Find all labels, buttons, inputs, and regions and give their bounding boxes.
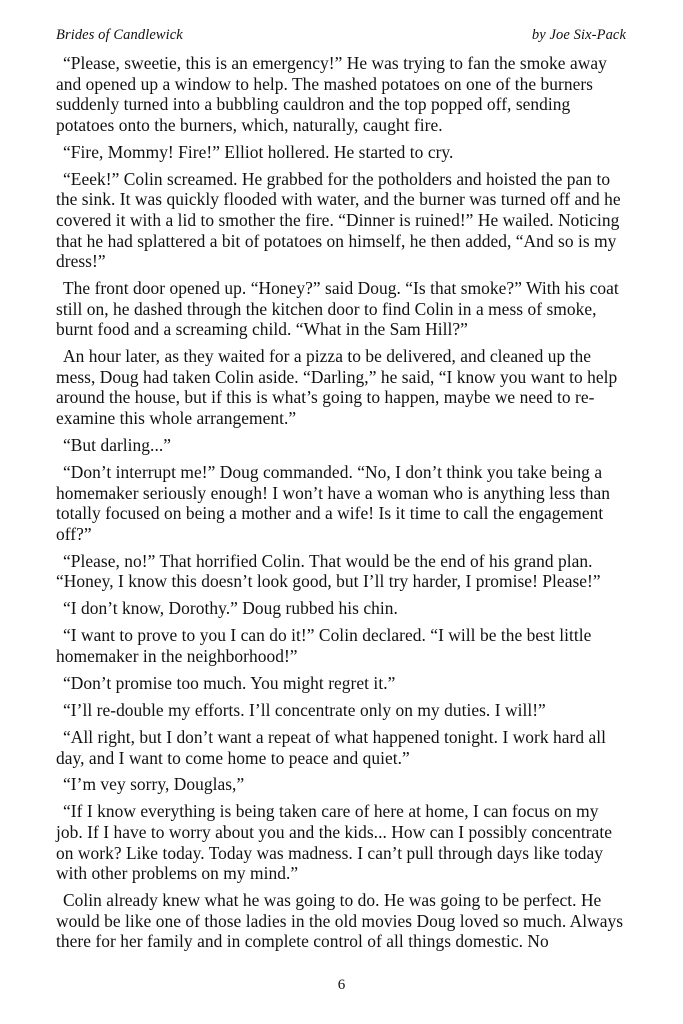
paragraph: An hour later, as they waited for a pizza to be delivered, and cleaned up the mess, Doug had taken Colin aside. “Darling,” he said, “I know you want to help around the house, but if this is what’s going to happen, maybe we need to re-examine this whole arrangement.” [56,346,618,429]
body-text [56,53,628,958]
author-name: by Joe Six-Pack [531,27,626,43]
running-header [56,27,626,47]
paragraph: “Eeek!” Colin screamed. He grabbed for the potholders and hoisted the pan to the sink. It was quickly flooded with water, and the burner was turned off and he covered it with a lid to smother the fire. “Dinner is ruined!” He wailed. Noticing that he had splattered a bit of potatoes on himself, he then added, “And so is my dress!” [56,168,621,272]
paragraph: “But darling...” [63,435,172,456]
paragraph: The front door opened up. “Honey?” said Doug. “Is that smoke?” With his coat still on, he dashed through the kitchen door to find Colin in a mess of smoke, burnt food and a screaming child. “What in the Sam Hill?” [56,278,619,340]
paragraph: Colin already knew what he was going to do. He was going to be perfect. He would be like one of those ladies in the old movies Doug loved so much. Always there for her family and in complete control of all things domestic. No [56,890,624,952]
paragraph: “Don’t promise too much. You might regret it.” [63,672,396,693]
paragraph: “Please, sweetie, this is an emergency!” He was trying to fan the smoke away and opened up a window to help. The mashed potatoes on one of the burners suddenly turned into a bubbling cauldron and the top popped off, sending potatoes onto the burners, which, naturally, caught fire. [56,53,607,135]
book-title: Brides of Candlewick [56,27,183,43]
paragraph: “I’ll re-double my efforts. I’ll concentrate only on my duties. I will!” [63,699,546,720]
paragraph: “I don’t know, Dorothy.” Doug rubbed his chin. [63,598,398,619]
page-number: 6 [337,977,346,993]
paragraph: “Fire, Mommy! Fire!” Elliot hollered. He started to cry. [63,141,454,162]
paragraph: “Please, no!” That horrified Colin. That would be the end of his grand plan. “Honey, I know this doesn’t look good, but I’ll try harder, I promise! Please!” [56,550,601,592]
paragraph: “I’m vey sorry, Douglas,” [63,774,245,795]
paragraph: “Don’t interrupt me!” Doug commanded. “No, I don’t think you take being a homemaker seriously enough! I won’t have a woman who is anything less than totally focused on being a mother and a wife! Is it time to call the engagement off?” [56,462,610,544]
paragraph: “If I know everything is being taken care of here at home, I can focus on my job. If I have to worry about you and the kids... How can I possibly concentrate on work? Like today. Today was madness. I can’t pull through days like today with other problems on my mind.” [56,801,613,884]
paragraph: “I want to prove to you I can do it!” Colin declared. “I will be the best little homemaker in the neighborhood!” [56,625,592,666]
paragraph: “All right, but I don’t want a repeat of what happened tonight. I work hard all day, and I want to come home to peace and quiet.” [56,726,607,768]
